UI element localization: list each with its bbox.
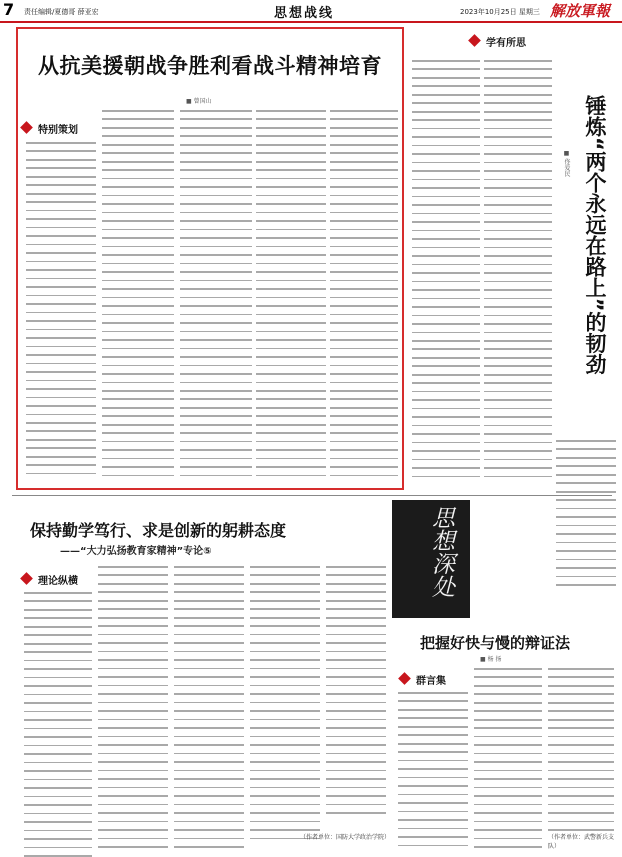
right-column-text-b	[484, 60, 552, 490]
issue-date: 2023年10月25日 星期三	[460, 8, 540, 16]
third-article-column-3	[548, 668, 614, 828]
third-article-column-1	[398, 692, 468, 842]
right-column-byline: ■ 佟爱民	[563, 150, 570, 177]
special-feature-label: 特别策划	[38, 125, 78, 136]
theory-tag	[22, 572, 92, 586]
section-title: 思想战线	[274, 6, 335, 21]
label-diamond-icon	[468, 34, 481, 47]
right-column-section-label	[470, 34, 550, 48]
forum-label: 群言集	[416, 676, 446, 687]
title-part-1: 锤炼	[583, 95, 607, 137]
lead-article-column-4	[256, 110, 326, 482]
special-feature-tag	[22, 121, 92, 135]
tag-diamond-icon	[20, 121, 33, 134]
right-column-text-c	[556, 440, 616, 580]
page-number: 7	[3, 0, 15, 19]
forum-tag	[400, 672, 470, 686]
lead-article-column-1	[26, 142, 96, 482]
third-article-source: （作者单位：武警新兵支队）	[548, 834, 615, 850]
newspaper-logo: 解放軍報	[550, 2, 611, 20]
second-article-source: （作者单位：国防大学政治学院）	[300, 834, 391, 841]
third-article-column-2	[474, 668, 542, 842]
study-reflection-label: 学有所思	[486, 38, 526, 49]
third-article-headline: 把握好快与慢的辩证法	[420, 634, 571, 652]
title-part-2: “两个永远在路上”	[583, 137, 607, 312]
second-article-headline: 保持勤学笃行、求是创新的躬耕态度	[30, 521, 287, 540]
lead-article-byline: ■ 曾国山	[186, 98, 212, 105]
lead-article-column-2	[102, 110, 174, 482]
second-article-column-2	[98, 566, 168, 842]
lead-article-headline: 从抗美援朝战争胜利看战斗精神培育	[38, 54, 382, 78]
title-part-3: 的韧劲	[583, 311, 607, 375]
forum-diamond-icon	[398, 672, 411, 685]
third-article-byline: ■ 杨 扬	[480, 656, 502, 663]
editor-line: 责任编辑/夏德哥 薛亚宏	[24, 8, 99, 16]
right-column-title	[580, 95, 610, 375]
theory-label: 理论纵横	[38, 576, 78, 587]
page-header	[0, 0, 622, 22]
lead-article-column-3	[180, 110, 252, 482]
right-column-text-a	[412, 60, 480, 490]
calligraphy-text: 思想深处	[428, 506, 454, 598]
section-divider	[12, 495, 612, 496]
theory-diamond-icon	[20, 572, 33, 585]
header-rule	[0, 21, 622, 23]
second-article-subheadline: ——“大力弘扬教育家精神”专论⑤	[60, 546, 212, 557]
second-article-column-4	[250, 566, 320, 842]
second-article-column-1	[24, 592, 92, 842]
second-article-column-3	[174, 566, 244, 842]
second-article-column-5	[326, 566, 386, 826]
lead-article-column-5	[330, 110, 398, 482]
